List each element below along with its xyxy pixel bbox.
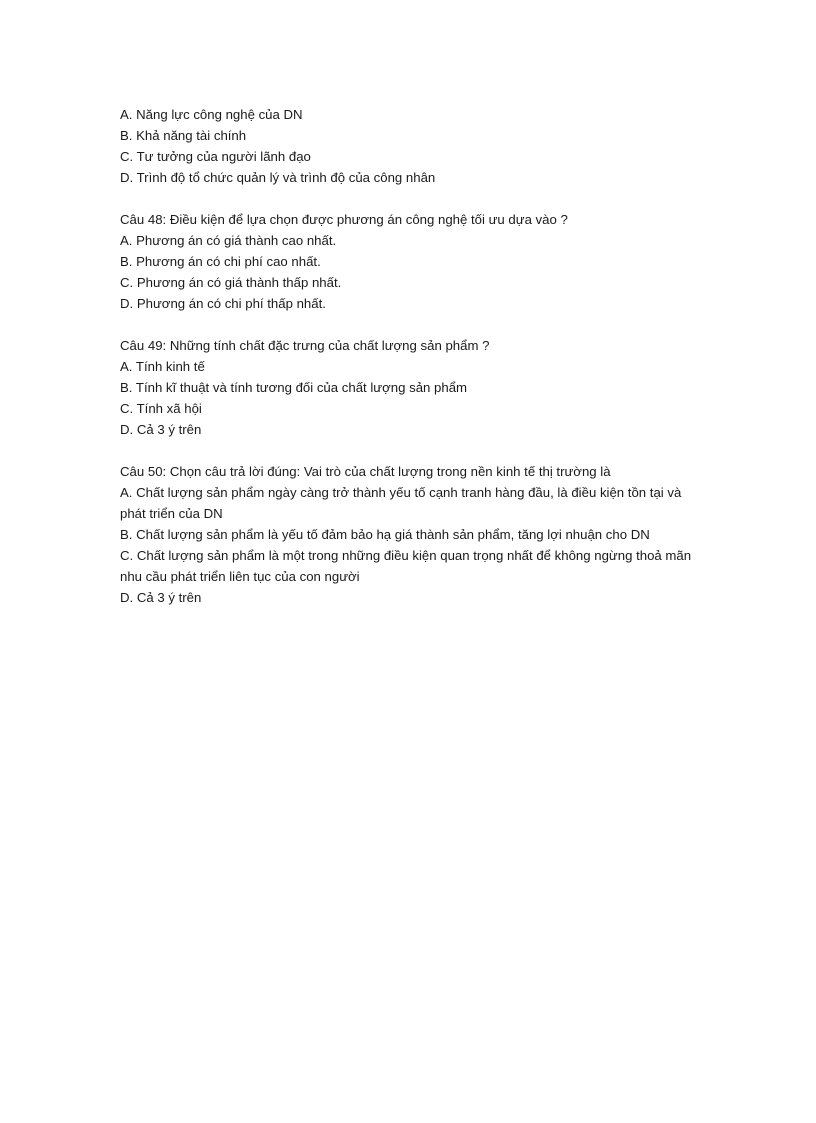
option-a: A. Năng lực công nghệ của DN — [120, 107, 303, 122]
option-d: D. Cả 3 ý trên — [120, 422, 202, 437]
option-d: D. Cả 3 ý trên — [120, 590, 202, 605]
option-a: A. Tính kinh tế — [120, 359, 205, 374]
spacer — [120, 314, 760, 335]
option-a: A. Phương án có giá thành cao nhất. — [120, 233, 337, 248]
option-d: D. Phương án có chi phí thấp nhất. — [120, 296, 326, 311]
question-48 — [120, 209, 760, 314]
option-b: B. Tính kĩ thuật và tính tương đối của chất lượng sản phẩm — [120, 380, 468, 395]
option-c: C. Tính xã hội — [120, 401, 202, 416]
question-prompt: Câu 48: Điều kiện để lựa chọn được phương án công nghệ tối ưu dựa vào ? — [120, 212, 568, 227]
option-a-continued: phát triển của DN — [120, 506, 223, 521]
question-49 — [120, 335, 760, 440]
question-50 — [120, 461, 760, 608]
option-b: B. Khả năng tài chính — [120, 128, 247, 143]
question-prompt: Câu 50: Chọn câu trả lời đúng: Vai trò của chất lượng trong nền kinh tế thị trường là — [120, 464, 611, 479]
option-c: C. Phương án có giá thành thấp nhất. — [120, 275, 342, 290]
option-a: A. Chất lượng sản phẩm ngày càng trở thành yếu tố cạnh tranh hàng đầu, là điều kiện tồn tại và — [120, 485, 682, 500]
option-c: C. Chất lượng sản phẩm là một trong những điều kiện quan trọng nhất để không ngừng thoả mãn — [120, 548, 692, 563]
document-page — [120, 104, 760, 608]
option-b: B. Phương án có chi phí cao nhất. — [120, 254, 321, 269]
option-b: B. Chất lượng sản phẩm là yếu tố đảm bảo hạ giá thành sản phẩm, tăng lợi nhuận cho DN — [120, 527, 650, 542]
option-c: C. Tư tưởng của người lãnh đạo — [120, 149, 311, 164]
question-prompt: Câu 49: Những tính chất đặc trưng của chất lượng sản phẩm ? — [120, 338, 490, 353]
option-d: D. Trình độ tổ chức quản lý và trình độ của công nhân — [120, 170, 436, 185]
spacer — [120, 440, 760, 461]
option-c-continued: nhu cầu phát triển liên tục của con người — [120, 569, 360, 584]
spacer — [120, 188, 760, 209]
question-47-options — [120, 104, 760, 188]
